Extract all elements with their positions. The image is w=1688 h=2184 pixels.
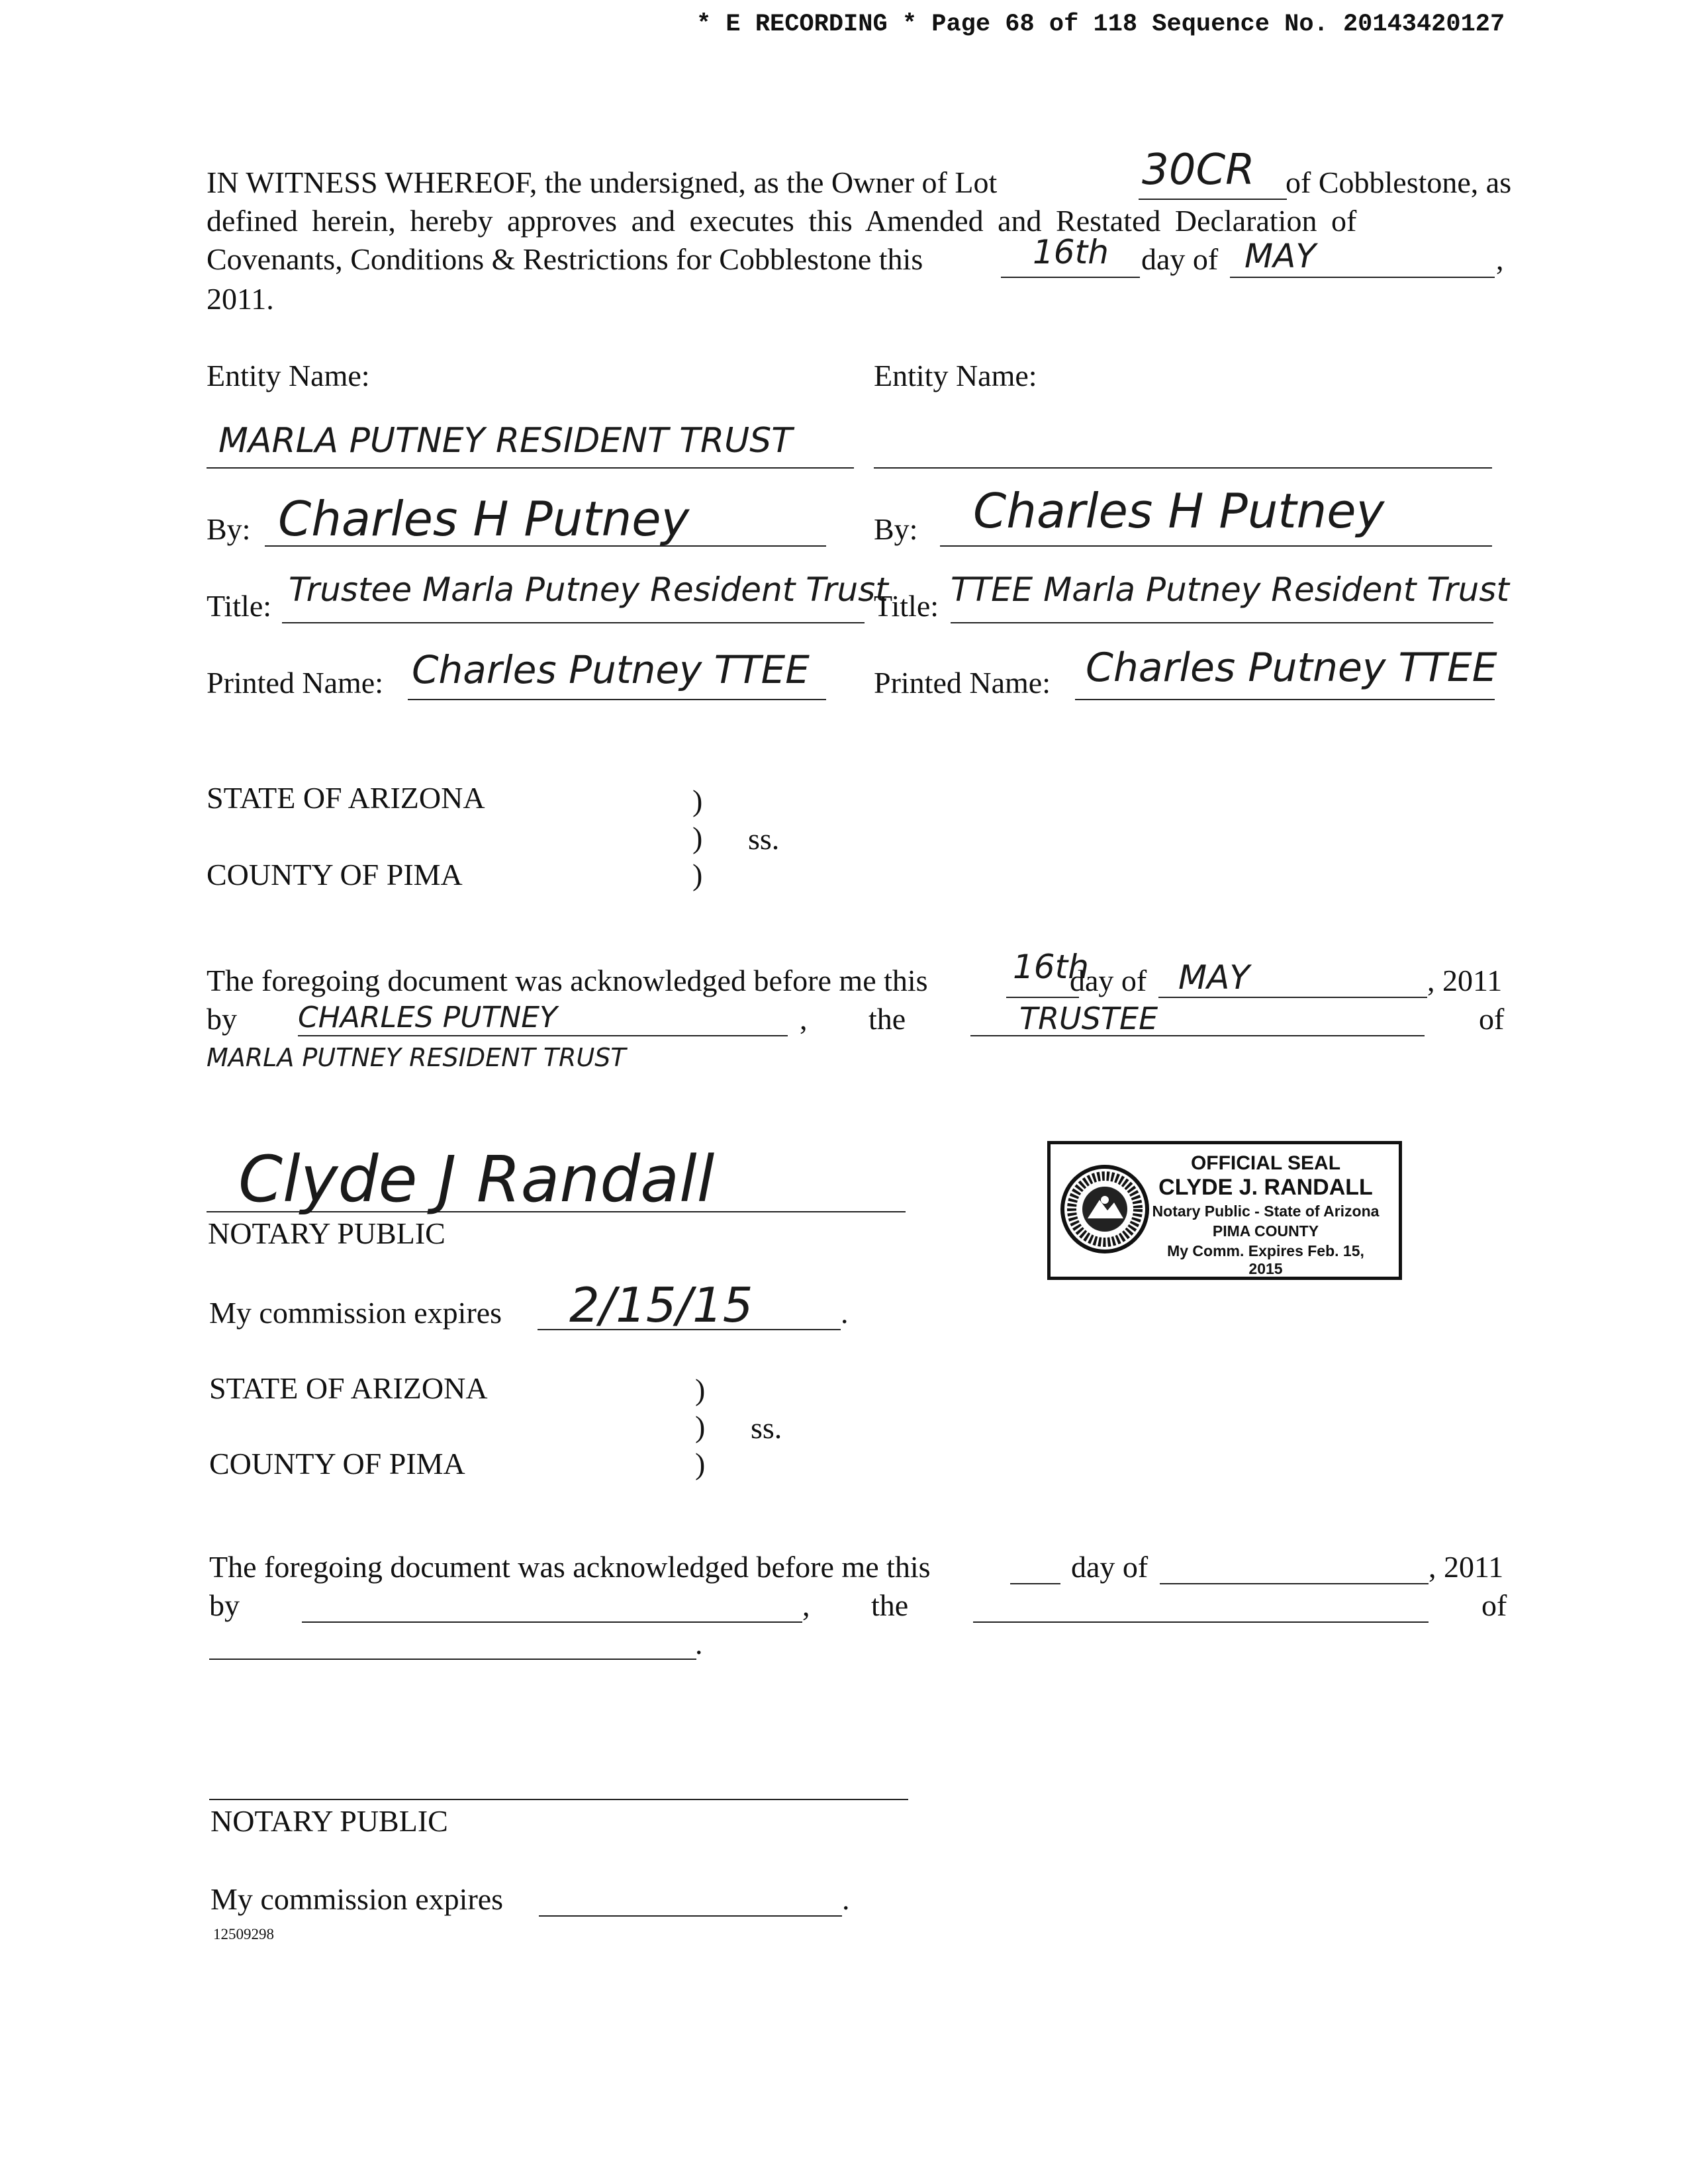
ack2-entity-blank <box>209 1659 696 1660</box>
venue1-county: COUNTY OF PIMA <box>207 858 463 891</box>
venue1-paren-2: ) <box>692 821 703 854</box>
venue2-state: STATE OF ARIZONA <box>209 1371 488 1405</box>
ack2-of: of <box>1481 1588 1507 1622</box>
ack1-line1-pre: The foregoing document was acknowledged before me this <box>207 964 928 997</box>
seal-line3: Notary Public - State of Arizona <box>1152 1203 1380 1220</box>
venue1-ss: ss. <box>748 822 780 856</box>
ack2-by-blank <box>302 1621 802 1623</box>
venue2-county: COUNTY OF PIMA <box>209 1447 465 1480</box>
ack1-the: the <box>868 1002 906 1036</box>
ack1-year: , 2011 <box>1427 964 1503 997</box>
left-printed-line <box>408 699 826 700</box>
seal-line4: PIMA COUNTY <box>1212 1222 1319 1240</box>
ack1-entity-handwritten: MARLA PUTNEY RESIDENT TRUST <box>207 1043 626 1072</box>
ack1-month-handwritten: MAY <box>1178 958 1250 997</box>
ack2-comma: , <box>802 1588 810 1622</box>
ack2-period: . <box>695 1627 703 1661</box>
ack1-line1-mid: day of <box>1070 964 1147 997</box>
state-seal-icon <box>1058 1163 1151 1255</box>
ack2-line1-mid: day of <box>1071 1550 1149 1584</box>
notary1-signature: Clyde J Randall <box>238 1142 715 1216</box>
ack2-line1-pre: The foregoing document was acknowledged before me this <box>209 1550 931 1584</box>
ack1-of: of <box>1479 1002 1505 1036</box>
seal-line2: CLYDE J. RANDALL <box>1158 1175 1373 1200</box>
right-entity-line <box>874 467 1492 469</box>
left-by-label: By: <box>207 512 251 546</box>
notary1-label: NOTARY PUBLIC <box>208 1216 445 1250</box>
lot-handwritten: 30CR <box>1142 146 1255 195</box>
ack2-year: , 2011 <box>1429 1550 1504 1584</box>
notary1-period: . <box>841 1296 849 1330</box>
left-printed-label: Printed Name: <box>207 666 383 700</box>
right-by-label: By: <box>874 512 918 546</box>
right-printed-label: Printed Name: <box>874 666 1051 700</box>
notary2-sig-line <box>209 1799 908 1800</box>
ack1-month-blank <box>1158 997 1427 998</box>
venue2-paren-2: ) <box>695 1410 706 1443</box>
notary1-commission-handwritten: 2/15/15 <box>569 1277 753 1333</box>
ack1-by: by <box>207 1002 237 1036</box>
witness-line3-post: , <box>1496 242 1504 276</box>
month-handwritten: MAY <box>1244 237 1316 275</box>
venue1-paren-1: ) <box>692 784 703 817</box>
left-printed-handwritten: Charles Putney TTEE <box>412 647 810 692</box>
ack2-the: the <box>871 1588 909 1622</box>
day-blank <box>1001 277 1140 278</box>
day-handwritten: 16th <box>1033 233 1109 271</box>
venue2-ss: ss. <box>751 1411 782 1445</box>
ack1-day-blank <box>1006 997 1079 998</box>
venue2-paren-3: ) <box>695 1447 706 1480</box>
witness-line1-pre: IN WITNESS WHEREOF, the undersigned, as the Owner of Lot <box>207 165 998 199</box>
ack1-role-handwritten: TRUSTEE <box>1019 1001 1158 1036</box>
seal-line5: My Comm. Expires Feb. 15, 2015 <box>1167 1242 1364 1277</box>
ack2-day-blank <box>1010 1583 1060 1584</box>
witness-line3-pre: Covenants, Conditions & Restrictions for Cobblestone this <box>207 242 923 276</box>
left-entity-line <box>207 467 854 469</box>
ack2-month-blank <box>1160 1583 1429 1584</box>
month-blank <box>1230 277 1495 278</box>
notary2-commission-line <box>539 1915 842 1917</box>
ack1-by-blank <box>298 1035 788 1036</box>
ack1-day-handwritten: 16th <box>1013 948 1089 986</box>
left-title-line <box>282 622 865 623</box>
left-title-label: Title: <box>207 589 272 623</box>
witness-line2: defined herein, hereby approves and executes this Amended and Restated Declaration of <box>207 204 1357 238</box>
right-by-line <box>940 545 1492 547</box>
right-entity-label: Entity Name: <box>874 359 1037 392</box>
venue1-state: STATE OF ARIZONA <box>207 781 485 815</box>
witness-line1-post: of Cobblestone, as <box>1286 165 1512 199</box>
right-printed-handwritten: Charles Putney TTEE <box>1086 645 1497 691</box>
left-by-signature: Charles H Putney <box>278 491 690 547</box>
ack1-comma: , <box>800 1002 808 1036</box>
notary2-commission-label: My commission expires <box>211 1882 504 1916</box>
notary2-label: NOTARY PUBLIC <box>211 1804 448 1838</box>
official-seal-stamp <box>1047 1141 1402 1280</box>
right-title-line <box>951 622 1493 623</box>
recording-header: * E RECORDING * Page 68 of 118 Sequence No. 20143420127 <box>696 11 1505 38</box>
seal-line1: OFFICIAL SEAL <box>1190 1152 1341 1174</box>
lot-blank <box>1139 199 1287 200</box>
left-entity-handwritten: MARLA PUTNEY RESIDENT TRUST <box>218 421 793 461</box>
notary1-commission-label: My commission expires <box>209 1296 502 1330</box>
witness-line3-mid: day of <box>1141 242 1219 276</box>
right-title-handwritten: TTEE Marla Putney Resident Trust <box>951 570 1509 609</box>
notary2-period: . <box>842 1882 850 1916</box>
ack2-role-blank <box>973 1621 1429 1623</box>
left-entity-label: Entity Name: <box>207 359 370 392</box>
document-code: 12509298 <box>213 1926 274 1942</box>
right-by-signature: Charles H Putney <box>973 483 1385 539</box>
witness-line4: 2011. <box>207 282 274 316</box>
right-printed-line <box>1075 699 1495 700</box>
left-title-handwritten: Trustee Marla Putney Resident Trust <box>289 570 888 609</box>
ack1-by-handwritten: CHARLES PUTNEY <box>298 1001 557 1034</box>
ack2-by: by <box>209 1588 240 1622</box>
right-title-label: Title: <box>874 589 939 623</box>
venue2-paren-1: ) <box>695 1373 706 1406</box>
venue1-paren-3: ) <box>692 858 703 891</box>
